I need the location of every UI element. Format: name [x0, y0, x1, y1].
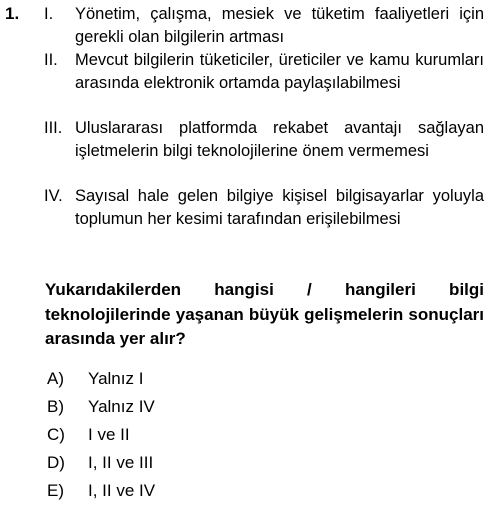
option-text: Yalnız IV	[88, 397, 155, 416]
option-text: I, II ve III	[88, 453, 154, 472]
option-letter: C)	[47, 425, 65, 444]
statement-numeral: IV.	[44, 187, 63, 205]
option-b[interactable]	[47, 395, 155, 419]
option-d[interactable]	[47, 451, 153, 475]
option-c[interactable]	[47, 423, 130, 447]
statement-2	[44, 49, 484, 117]
option-letter: E)	[47, 481, 64, 500]
option-text: I ve II	[88, 425, 130, 444]
statement-text: Uluslararası platformda rekabet avantajı sağlayan işletmelerin bilgi teknolojilerine önem vermemesi	[75, 119, 484, 160]
statement-numeral: I.	[44, 5, 54, 23]
statement-text: Sayısal hale gelen bilgiye kişisel bilgisayarlar yoluyla toplumun her kesimi tarafından erişilebilmesi	[75, 187, 484, 228]
statement-numeral: II.	[44, 51, 58, 69]
statement-4	[44, 185, 484, 253]
statement-numeral: III.	[44, 119, 63, 137]
question-stem: Yukarıdakilerden hangisi / hangileri bilgi teknolojilerinde yaşanan büyük gelişmelerin sonuçları arasında yer alır?	[45, 280, 484, 348]
option-text: I, II ve IV	[88, 481, 156, 500]
option-letter: B)	[47, 397, 64, 416]
option-e[interactable]	[47, 479, 155, 503]
statement-text: Mevcut bilgilerin tüketiciler, üreticiler ve kamu kurumları arasında elektronik ortamda paylaşılabilmesi	[75, 51, 484, 92]
statement-text: Yönetim, çalışma, mesiek ve tüketim faaliyetleri için gerekli olan bilgilerin artması	[75, 5, 484, 46]
statement-3	[44, 117, 484, 185]
statement-1	[44, 3, 484, 49]
option-a[interactable]	[47, 367, 143, 391]
option-text: Yalnız I	[88, 369, 144, 388]
option-letter: D)	[47, 453, 65, 472]
question-number: 1.	[5, 4, 20, 23]
option-letter: A)	[47, 369, 64, 388]
